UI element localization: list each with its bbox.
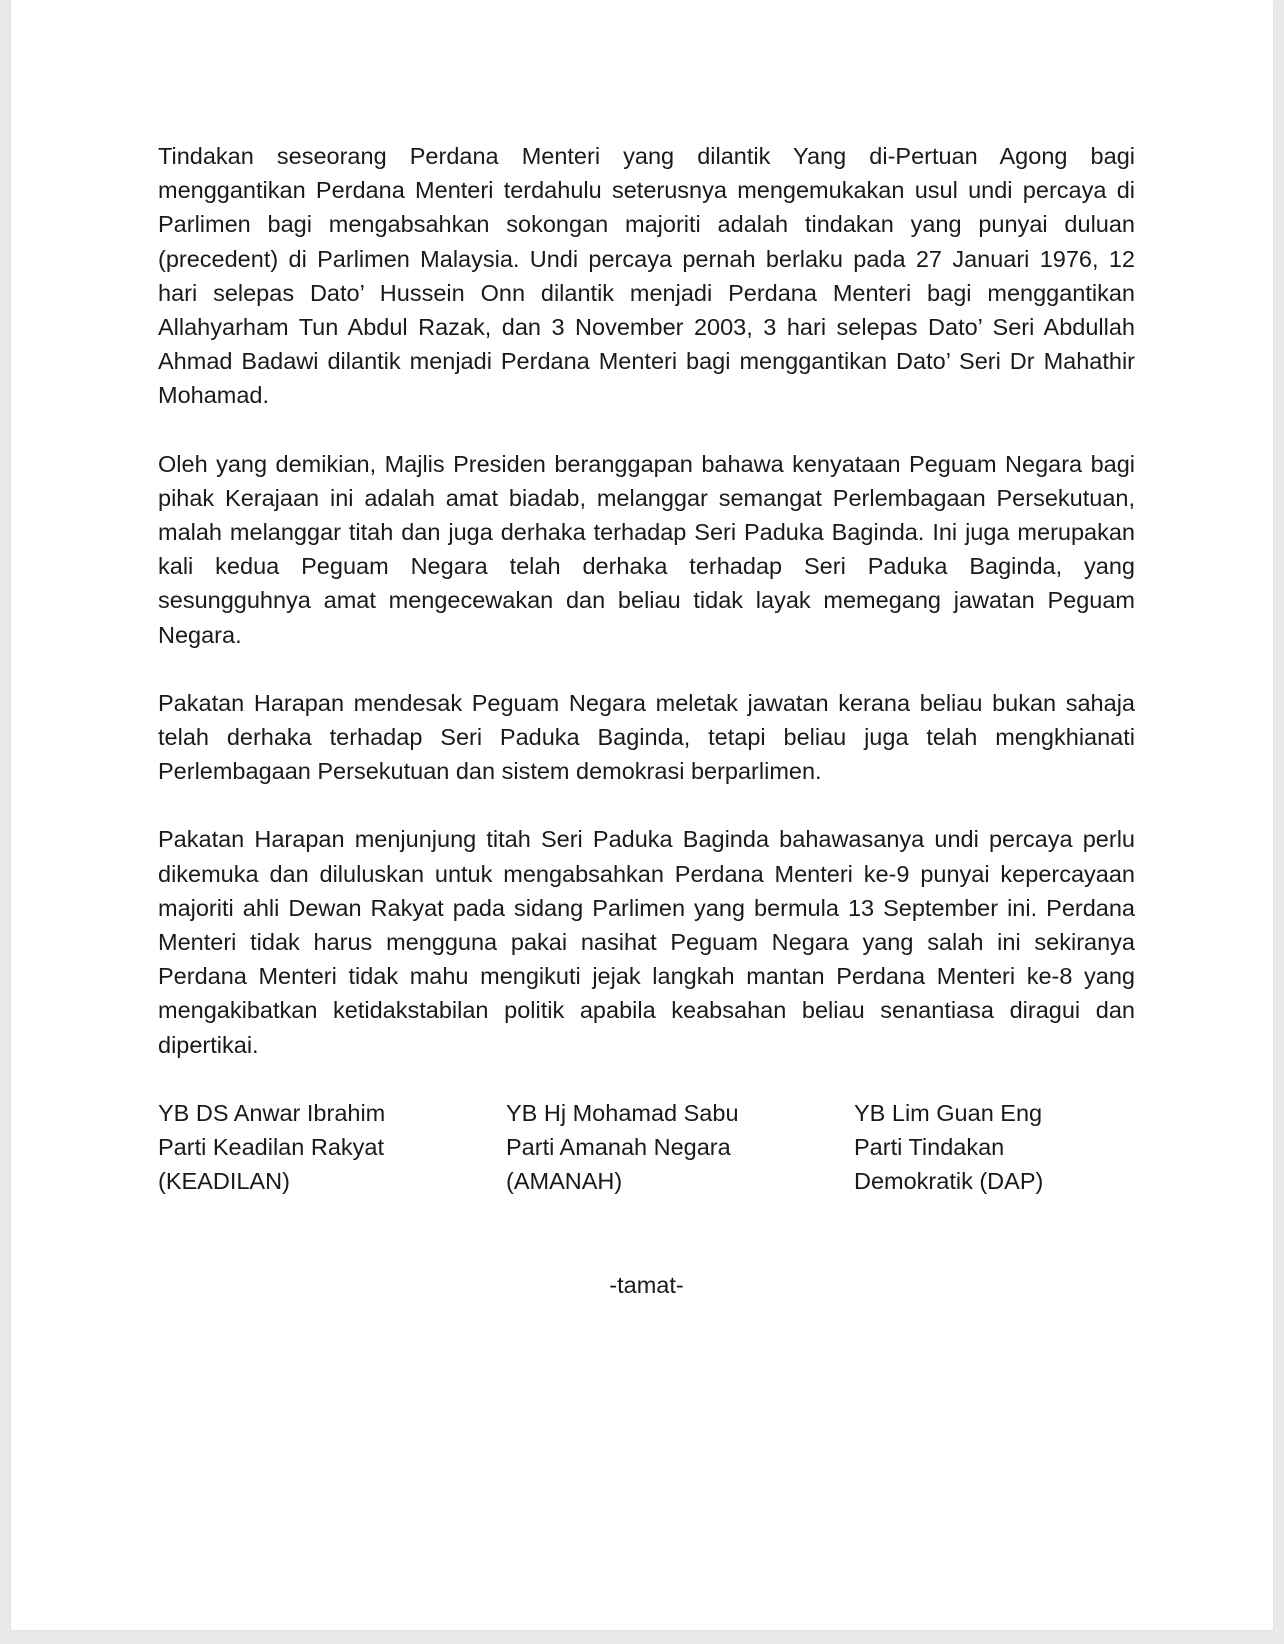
signatory (506, 1096, 854, 1199)
document-body (158, 139, 1135, 1298)
paragraph-resignation-demand: Pakatan Harapan mendesak Peguam Negara meletak jawatan kerana beliau bukan sahaja telah derhaka terhadap Seri Paduka Baginda, tetapi beliau juga telah mengkhianati Perlembagaan Persekutuan dan sistem demokrasi berparlimen. (158, 689, 1135, 785)
paragraph-confidence-vote: Pakatan Harapan menjunjung titah Seri Paduka Baginda bahawasanya undi percaya perlu dikemuka dan diluluskan untuk mengabsahkan Perdana Menteri ke-9 punyai kepercayaan majoriti ahli Dewan Rakyat pada sidang Parlimen yang bermula 13 September ini. Perdana Menteri tidak harus mengguna pakai nasihat Peguam Negara yang salah ini sekiranya Perdana Menteri tidak mahu mengikuti jejak langkah mantan Perdana Menteri ke-8 yang mengakibatkan ketidakstabilan politik apabila keabsahan beliau senantiasa diragui dan dipertikai. (158, 826, 1135, 1058)
signatory-party: Parti Tindakan (854, 1134, 1005, 1161)
signatory-name: YB Hj Mohamad Sabu (506, 1099, 739, 1126)
signatory-party: Parti Keadilan Rakyat (158, 1134, 384, 1161)
signatory-party-abbrev: Demokratik (DAP) (854, 1168, 1044, 1195)
paragraph-precedent: Tindakan seseorang Perdana Menteri yang dilantik Yang di-Pertuan Agong bagi menggantikan Perdana Menteri terdahulu seterusnya mengemukakan usul undi percaya di Parlimen bagi mengabsahkan sokongan majoriti adalah tindakan yang punyai duluan (precedent) di Parlimen Malaysia. Undi percaya pernah berlaku pada 27 Januari 1976, 12 hari selepas Dato’ Hussein Onn dilantik menjadi Perdana Menteri bagi menggantikan Allahyarham Tun Abdul Razak, dan 3 November 2003, 3 hari selepas Dato’ Seri Abdullah Ahmad Badawi dilantik menjadi Perdana Menteri bagi menggantikan Dato’ Seri Dr Mahathir Mohamad. (158, 143, 1135, 409)
signatory-party: Parti Amanah Negara (506, 1134, 731, 1161)
signatory-name: YB Lim Guan Eng (854, 1099, 1043, 1126)
signatory-party-abbrev: (AMANAH) (506, 1168, 623, 1195)
document-end-marker: -tamat- (609, 1272, 684, 1298)
document-page (11, 0, 1273, 1630)
signatory-name: YB DS Anwar Ibrahim (158, 1099, 386, 1126)
signatories (158, 1096, 1135, 1199)
paragraph-council-view: Oleh yang demikian, Majlis Presiden beranggapan bahawa kenyataan Peguam Negara bagi pihak Kerajaan ini adalah amat biadab, melanggar semangat Perlembagaan Persekutuan, malah melanggar titah dan juga derhaka terhadap Seri Paduka Baginda. Ini juga merupakan kali kedua Peguam Negara telah derhaka terhadap Seri Paduka Baginda, yang sesungguhnya amat mengecewakan dan beliau tidak layak memegang jawatan Peguam Negara. (158, 450, 1135, 648)
signatory (158, 1096, 506, 1199)
signatory-party-abbrev: (KEADILAN) (158, 1168, 290, 1195)
signatory (854, 1096, 1114, 1199)
